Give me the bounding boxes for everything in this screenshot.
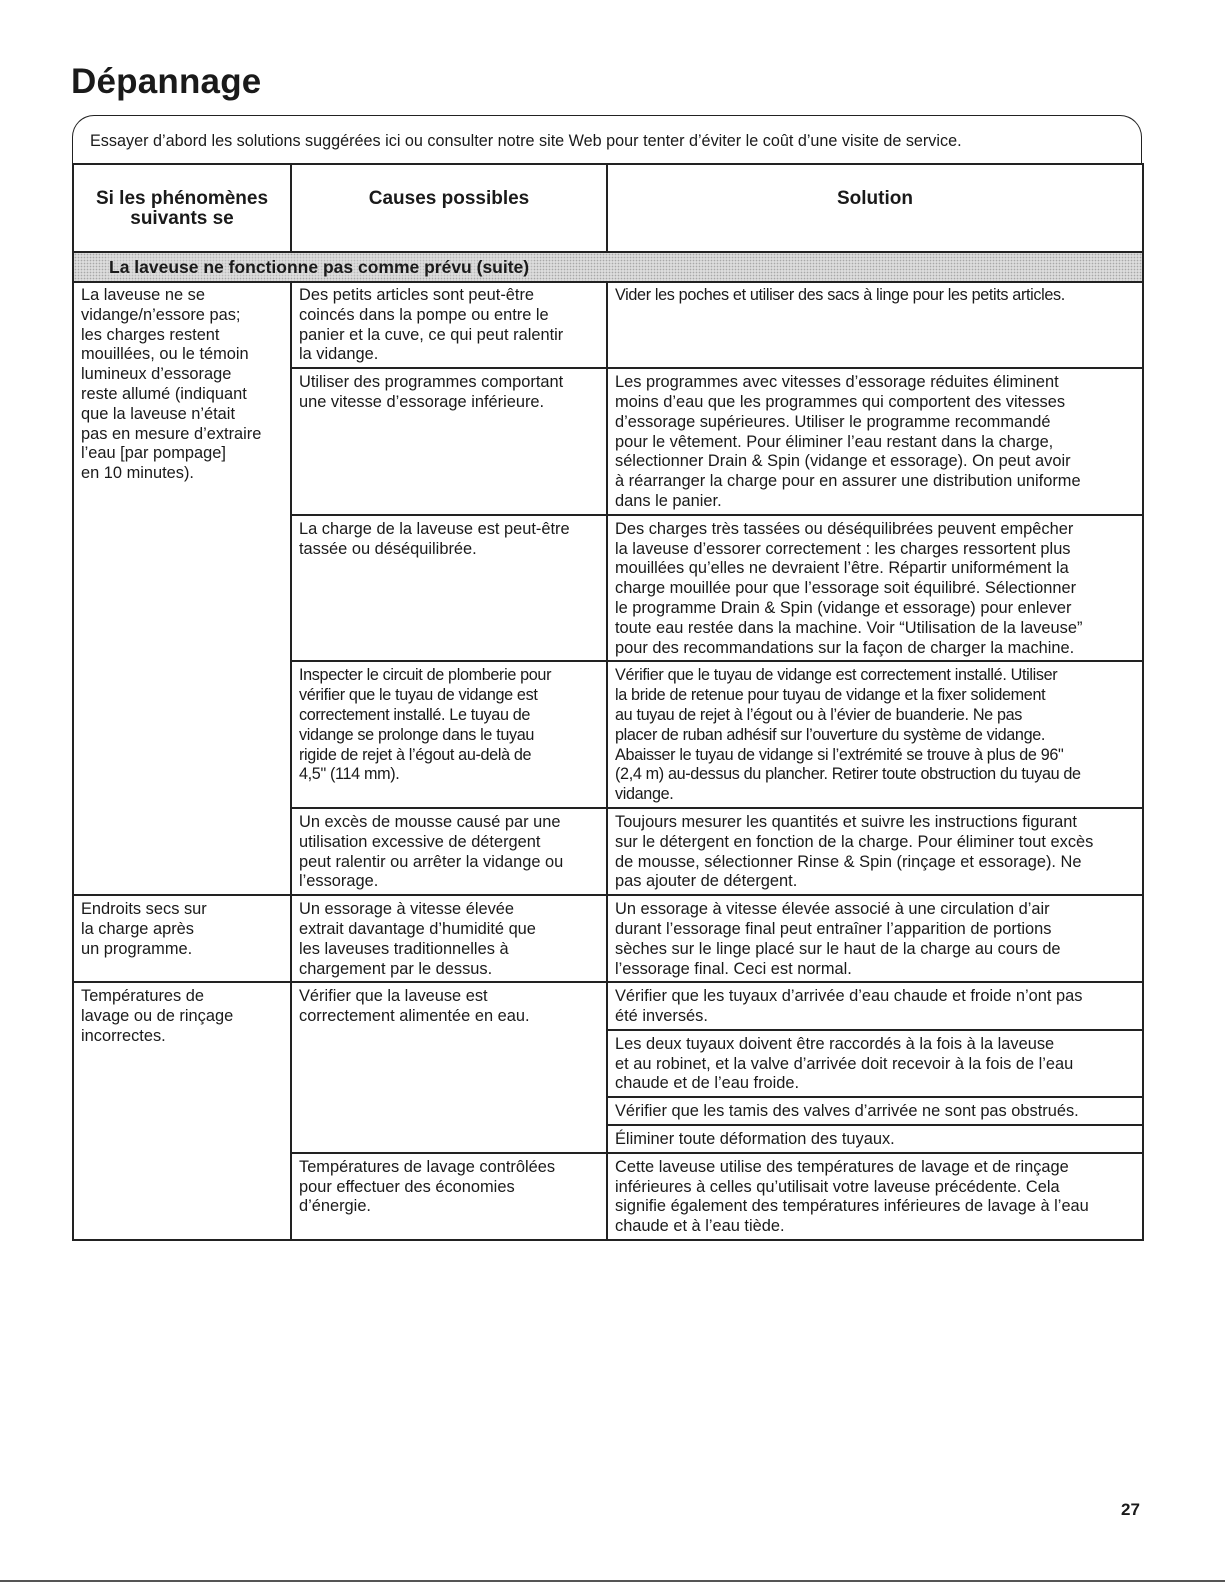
- troubleshooting-table: [72, 163, 1144, 1241]
- solution-cell: [607, 515, 1143, 662]
- cause-cell: [291, 515, 607, 662]
- cause-cell: [291, 368, 607, 515]
- symptom-cell: [73, 982, 291, 1240]
- section-title: La laveuse ne fonctionne pas comme prévu (suite): [107, 257, 533, 278]
- cause-text: Un excès de mousse causé par une utilisation excessive de détergent peut ralentir ou arrêter la vidange ou l’essorage.: [299, 812, 564, 891]
- header-symptoms: [73, 164, 291, 252]
- cause-cell: [291, 661, 607, 808]
- cause-cell: [291, 282, 607, 368]
- symptom-text: Endroits secs sur la charge après un programme.: [81, 900, 207, 958]
- solution-text: Vérifier que les tuyaux d’arrivée d’eau chaude et froide n’ont pas été inversés.: [615, 987, 1083, 1026]
- cause-text: Températures de lavage contrôlées pour effectuer des économies d’énergie.: [299, 1157, 556, 1216]
- header-causes: [291, 164, 607, 252]
- solution-text: Cette laveuse utilise des températures de lavage et de rinçage inférieures à celles qu’utilisait votre laveuse précédente. Cela signifie également des températures inférieures de lavage à l’eau chaude et à l’eau tiède.: [615, 1157, 1089, 1236]
- solution-cell: [607, 1030, 1143, 1097]
- solution-text: Les deux tuyaux doivent être raccordés à la fois à la laveuse et au robinet, et la valve d’arrivée doit recevoir à la fois de l’eau chaude et de l’eau froide.: [615, 1034, 1074, 1093]
- symptom-text: Températures de lavage ou de rinçage incorrectes.: [81, 987, 234, 1045]
- cause-cell: [291, 982, 607, 1153]
- solution-cell: [607, 661, 1143, 808]
- solution-cell: [607, 982, 1143, 1030]
- header-solution-label: Solution: [837, 188, 913, 209]
- cause-text: Inspecter le circuit de plomberie pour vérifier que le tuyau de vidange est correctement installé. Le tuyau de vidange se prolonge dans le tuyau rigide de rejet à l’égout au-delà de 4,5" (114 mm).: [299, 666, 552, 784]
- page-number: 27: [1121, 1500, 1140, 1519]
- solution-text: Un essorage à vitesse élevée associé à une circulation d’air durant l’essorage final peut entraîner l’apparition de portions sèches sur le linge placé sur le haut de la charge au cours de l’essorage final. Ceci est normal.: [615, 900, 1061, 978]
- solution-text: Éliminer toute déformation des tuyaux.: [615, 1130, 895, 1149]
- bottom-rule: [0, 1580, 1225, 1582]
- solution-cell: [607, 1097, 1143, 1125]
- solution-text: Toujours mesurer les quantités et suivre les instructions figurant sur le détergent en fonction de la charge. Pour éliminer tout excès de mousse, sélectionner Rinse & Spin (rinçage et essorage). Ne pas ajouter de détergent.: [615, 812, 1094, 891]
- table-row: [73, 895, 1143, 982]
- header-causes-label: Causes possibles: [368, 188, 530, 209]
- cause-cell: [291, 1153, 607, 1240]
- cause-cell: [291, 808, 607, 895]
- solution-cell: [607, 895, 1143, 982]
- page-title: Dépannage: [71, 62, 262, 101]
- solution-text: Les programmes avec vitesses d’essorage réduites éliminent moins d’eau que les programmes qui comportent des vitesses d’essorage supérieures. Utiliser le programme recommandé pour le vêtement. Pour éliminer l’eau restant dans la charge, sélectionner Drain & Spin (vidange et essorage). On peut avoir à réarranger la charge pour en assurer une distribution uniforme dans le panier.: [615, 373, 1081, 510]
- header-solution: [607, 164, 1143, 252]
- solution-cell: [607, 808, 1143, 895]
- section-row: [73, 252, 1143, 282]
- cause-text: La charge de la laveuse est peut-être tassée ou déséquilibrée.: [299, 519, 570, 558]
- table-row: [73, 282, 1143, 368]
- solution-text: Vérifier que le tuyau de vidange est correctement installé. Utiliser la bride de retenue pour tuyau de vidange et la fixer solidement au tuyau de rejet à l’égout ou à l’évier de buanderie. Ne pas placer de ruban adhésif sur l’ouverture du système de vidange. Abaisser le tuyau de vidange si l’extrémité se trouve à plus de 96" (2,4 m) au-dessus du plancher. Retirer toute obstruction du tuyau de vidange.: [615, 666, 1081, 804]
- solution-text: Vérifier que les tamis des valves d’arrivée ne sont pas obstrués.: [615, 1102, 1079, 1121]
- header-symptoms-label: Si les phénomènes suivants se: [95, 188, 269, 229]
- table-row: [73, 982, 1143, 1030]
- symptom-text: La laveuse ne se vidange/n’essore pas; les charges restent mouillées, ou le témoin lumineux d’essorage reste allumé (indiquant que la laveuse n’était pas en mesure d’extraire l’eau [par pompage] en 10 minutes).: [81, 286, 262, 483]
- intro-text: Essayer d’abord les solutions suggérées ici ou consulter notre site Web pour tenter d’éviter le coût d’une visite de service.: [90, 132, 962, 150]
- section-cell: [73, 252, 1143, 282]
- solution-cell: [607, 282, 1143, 368]
- symptom-cell: [73, 282, 291, 895]
- solution-cell: [607, 368, 1143, 515]
- table-header-row: [73, 164, 1143, 252]
- cause-cell: [291, 895, 607, 982]
- symptom-cell: [73, 895, 291, 982]
- solution-text: Vider les poches et utiliser des sacs à linge pour les petits articles.: [615, 286, 1065, 304]
- cause-text: Vérifier que la laveuse est correctement alimentée en eau.: [299, 987, 530, 1026]
- cause-text: Un essorage à vitesse élevée extrait davantage d’humidité que les laveuses traditionnelles à chargement par le dessus.: [299, 900, 536, 978]
- cause-text: Des petits articles sont peut-être coincés dans la pompe ou entre le panier et la cuve, ce qui peut ralentir la vidange.: [299, 286, 564, 364]
- solution-text: Des charges très tassées ou déséquilibrées peuvent empêcher la laveuse d’essorer correctement : les charges ressortent plus mouillées qu’elles ne devraient l’être. Répartir uniformément la charge mouillée pour que l’essorage soit équilibré. Sélectionner le programme Drain & Spin (vidange et essorage) pour enlever toute eau restée dans la machine. Voir “Utilisation de la laveuse” pour des recommandations sur la façon de charger la machine.: [615, 519, 1083, 657]
- solution-cell: [607, 1125, 1143, 1153]
- solution-cell: [607, 1153, 1143, 1240]
- cause-text: Utiliser des programmes comportant une vitesse d’essorage inférieure.: [299, 373, 564, 411]
